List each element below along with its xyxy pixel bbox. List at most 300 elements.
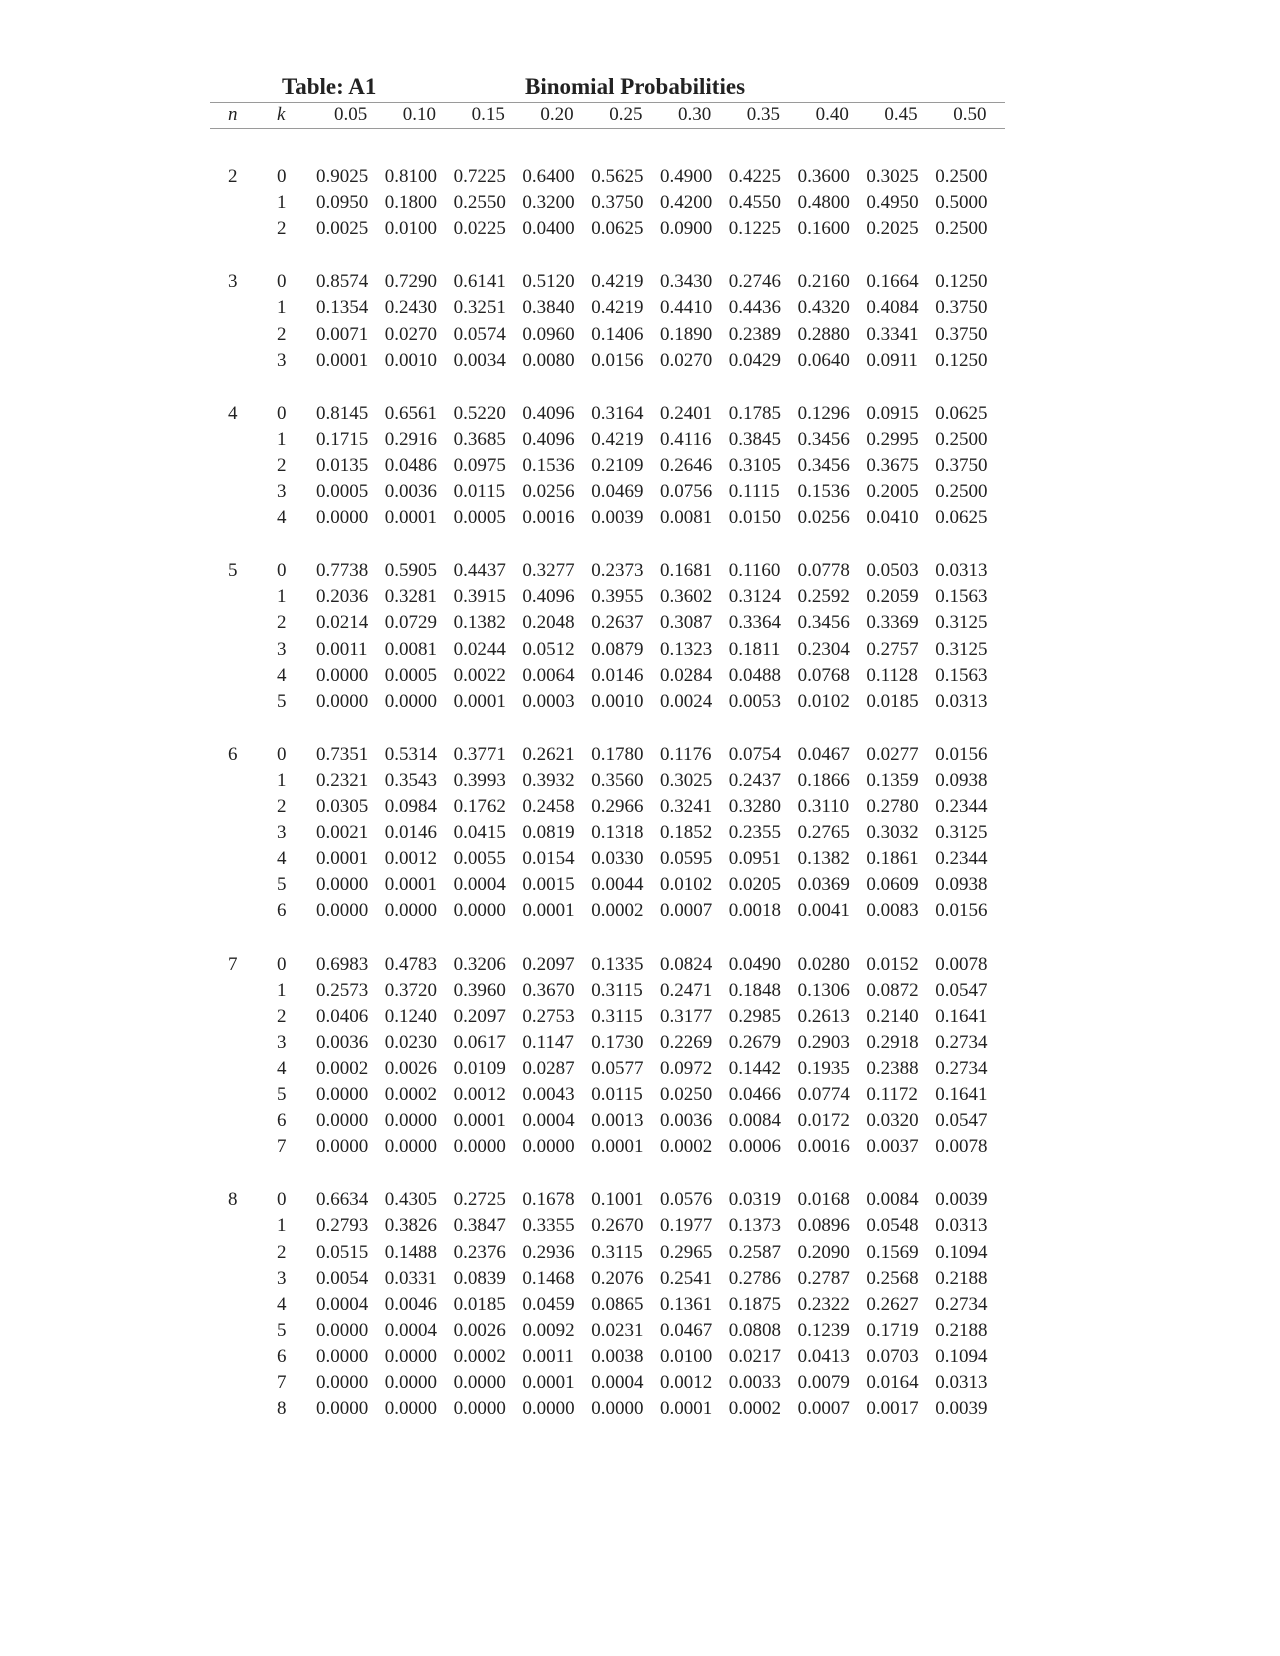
probability-cell: 0.1094 xyxy=(935,1345,988,1367)
probability-cell: 0.1848 xyxy=(728,979,782,1001)
probability-cell: 0.3025 xyxy=(866,166,919,187)
probability-cell: 0.2500 xyxy=(935,428,988,450)
probability-cell: 0.0025 xyxy=(316,218,369,240)
probability-cell: 0.4219 xyxy=(591,271,644,293)
row-k-value: 1 xyxy=(277,297,287,319)
probability-cell: 0.0004 xyxy=(591,1372,644,1393)
probability-cell: 0.0486 xyxy=(384,454,438,476)
probability-cell: 0.0007 xyxy=(660,900,713,922)
probability-cell: 0.2621 xyxy=(522,743,575,765)
probability-cell: 0.0000 xyxy=(591,1398,644,1420)
row-k-value: 0 xyxy=(277,743,287,765)
probability-cell: 0.1382 xyxy=(797,848,850,870)
probability-cell: 0.3105 xyxy=(728,454,782,476)
row-k-value: 5 xyxy=(277,1319,287,1341)
probability-cell: 0.0313 xyxy=(935,690,988,712)
probability-cell: 0.2344 xyxy=(935,848,988,870)
probability-cell: 0.2097 xyxy=(453,1005,506,1027)
probability-cell: 0.1664 xyxy=(866,271,919,293)
probability-cell: 0.0083 xyxy=(866,900,919,922)
probability-cell: 0.0839 xyxy=(453,1267,506,1289)
probability-cell: 0.0256 xyxy=(797,507,850,529)
probability-cell: 0.3993 xyxy=(453,769,506,791)
probability-cell: 0.6400 xyxy=(522,166,575,187)
probability-cell: 0.0000 xyxy=(316,874,369,896)
probability-cell: 0.0305 xyxy=(316,796,369,817)
probability-cell: 0.3110 xyxy=(797,796,850,817)
probability-cell: 0.0617 xyxy=(453,1031,506,1053)
probability-cell: 0.0172 xyxy=(797,1110,850,1132)
probability-cell: 0.0000 xyxy=(316,900,369,922)
probability-cell: 0.0044 xyxy=(591,874,644,896)
probability-cell: 0.3670 xyxy=(522,979,575,1001)
probability-cell: 0.0808 xyxy=(728,1319,782,1341)
probability-cell: 0.0000 xyxy=(384,1398,438,1420)
probability-cell: 0.2389 xyxy=(728,323,782,345)
probability-cell: 0.0547 xyxy=(935,1110,988,1132)
probability-cell: 0.0000 xyxy=(316,1136,369,1158)
probability-cell: 0.0703 xyxy=(866,1345,919,1367)
probability-cell: 0.4084 xyxy=(866,297,919,319)
row-k-value: 3 xyxy=(277,1031,287,1053)
probability-cell: 0.0000 xyxy=(384,1372,438,1393)
probability-cell: 0.0467 xyxy=(797,743,850,765)
probability-cell: 0.2965 xyxy=(660,1241,713,1263)
probability-cell: 0.0231 xyxy=(591,1319,644,1341)
probability-cell: 0.0092 xyxy=(522,1319,575,1341)
group-n-value: 5 xyxy=(228,560,238,582)
probability-cell: 0.0400 xyxy=(522,218,575,240)
probability-cell: 0.0960 xyxy=(522,323,575,345)
probability-cell: 0.0039 xyxy=(935,1398,988,1420)
probability-cell: 0.0320 xyxy=(866,1110,919,1132)
group-n-value: 8 xyxy=(228,1189,238,1211)
probability-cell: 0.2787 xyxy=(797,1267,850,1289)
probability-cell: 0.3456 xyxy=(797,428,850,450)
probability-cell: 0.0135 xyxy=(316,454,369,476)
row-k-value: 6 xyxy=(277,1345,287,1367)
row-k-value: 3 xyxy=(277,1267,287,1289)
probability-cell: 0.2376 xyxy=(453,1241,506,1263)
probability-cell: 0.7738 xyxy=(316,560,369,582)
probability-cell: 0.1225 xyxy=(728,218,782,240)
probability-cell: 0.0002 xyxy=(316,1057,369,1079)
probability-cell: 0.0000 xyxy=(316,1372,369,1393)
column-header-p: 0.15 xyxy=(471,104,505,125)
probability-cell: 0.0002 xyxy=(453,1345,506,1367)
probability-cell: 0.0000 xyxy=(316,1398,369,1420)
probability-cell: 0.2568 xyxy=(866,1267,919,1289)
probability-cell: 0.0574 xyxy=(453,323,506,345)
probability-cell: 0.2995 xyxy=(866,428,919,450)
probability-cell: 0.0084 xyxy=(728,1110,782,1132)
probability-cell: 0.3200 xyxy=(522,192,575,214)
probability-cell: 0.0005 xyxy=(316,481,369,502)
probability-cell: 0.3281 xyxy=(384,586,438,608)
probability-cell: 0.3750 xyxy=(935,297,988,319)
probability-cell: 0.0034 xyxy=(453,349,506,371)
probability-cell: 0.0004 xyxy=(453,874,506,896)
row-k-value: 3 xyxy=(277,349,287,371)
probability-cell: 0.7351 xyxy=(316,743,369,765)
row-k-value: 2 xyxy=(277,796,287,817)
group-n-value: 3 xyxy=(228,271,238,293)
row-k-value: 7 xyxy=(277,1136,287,1158)
probability-cell: 0.0071 xyxy=(316,323,369,345)
probability-cell: 0.0005 xyxy=(453,507,506,529)
probability-cell: 0.5905 xyxy=(384,560,438,582)
probability-cell: 0.1785 xyxy=(728,402,782,424)
probability-cell: 0.1335 xyxy=(591,953,644,975)
probability-cell: 0.1296 xyxy=(797,402,850,424)
probability-cell: 0.0156 xyxy=(591,349,644,371)
probability-cell: 0.3560 xyxy=(591,769,644,791)
row-k-value: 3 xyxy=(277,822,287,844)
probability-cell: 0.0256 xyxy=(522,481,575,502)
probability-cell: 0.0156 xyxy=(935,743,988,765)
probability-cell: 0.3177 xyxy=(660,1005,713,1027)
row-k-value: 3 xyxy=(277,638,287,660)
probability-cell: 0.2550 xyxy=(453,192,506,214)
probability-cell: 0.3087 xyxy=(660,612,713,634)
row-k-value: 0 xyxy=(277,1189,287,1211)
probability-cell: 0.0002 xyxy=(384,1084,438,1105)
probability-cell: 0.6634 xyxy=(316,1189,369,1211)
probability-cell: 0.1569 xyxy=(866,1241,919,1263)
probability-cell: 0.0039 xyxy=(935,1189,988,1211)
probability-cell: 0.1354 xyxy=(316,297,369,319)
probability-cell: 0.0036 xyxy=(316,1031,369,1053)
probability-cell: 0.2401 xyxy=(660,402,713,424)
column-header-n: n xyxy=(228,104,238,125)
row-k-value: 1 xyxy=(277,1215,287,1237)
probability-cell: 0.0037 xyxy=(866,1136,919,1158)
row-k-value: 2 xyxy=(277,454,287,476)
probability-cell: 0.3685 xyxy=(453,428,506,450)
probability-cell: 0.0001 xyxy=(384,507,438,529)
probability-cell: 0.0225 xyxy=(453,218,506,240)
probability-cell: 0.2734 xyxy=(935,1057,988,1079)
probability-cell: 0.3025 xyxy=(660,769,713,791)
probability-cell: 0.2500 xyxy=(935,218,988,240)
row-k-value: 7 xyxy=(277,1372,287,1393)
probability-cell: 0.1715 xyxy=(316,428,369,450)
probability-cell: 0.0000 xyxy=(384,1110,438,1132)
probability-cell: 0.0313 xyxy=(935,560,988,582)
probability-cell: 0.0164 xyxy=(866,1372,919,1393)
probability-cell: 0.1323 xyxy=(660,638,713,660)
probability-cell: 0.2637 xyxy=(591,612,644,634)
row-k-value: 5 xyxy=(277,690,287,712)
probability-cell: 0.2679 xyxy=(728,1031,782,1053)
probability-cell: 0.1373 xyxy=(728,1215,782,1237)
probability-cell: 0.1128 xyxy=(866,664,918,686)
probability-cell: 0.1250 xyxy=(935,271,988,293)
probability-cell: 0.0313 xyxy=(935,1372,988,1393)
row-k-value: 0 xyxy=(277,402,287,424)
probability-cell: 0.2109 xyxy=(591,454,644,476)
probability-cell: 0.1306 xyxy=(797,979,850,1001)
probability-cell: 0.0819 xyxy=(522,822,575,844)
probability-cell: 0.2627 xyxy=(866,1293,919,1315)
probability-cell: 0.0429 xyxy=(728,349,782,371)
probability-cell: 0.0016 xyxy=(797,1136,850,1158)
probability-cell: 0.3456 xyxy=(797,612,850,634)
probability-cell: 0.0185 xyxy=(866,690,919,712)
probability-cell: 0.4783 xyxy=(384,953,438,975)
probability-cell: 0.0046 xyxy=(384,1293,438,1315)
probability-cell: 0.1094 xyxy=(935,1241,988,1263)
probability-cell: 0.2458 xyxy=(522,796,575,817)
probability-cell: 0.3124 xyxy=(728,586,782,608)
probability-cell: 0.3280 xyxy=(728,796,782,817)
row-k-value: 1 xyxy=(277,428,287,450)
probability-cell: 0.1406 xyxy=(591,323,644,345)
probability-cell: 0.0102 xyxy=(660,874,713,896)
probability-cell: 0.1780 xyxy=(591,743,644,765)
probability-cell: 0.1359 xyxy=(866,769,919,791)
probability-cell: 0.1239 xyxy=(797,1319,850,1341)
probability-cell: 0.0168 xyxy=(797,1189,850,1211)
row-k-value: 6 xyxy=(277,900,287,922)
probability-cell: 0.7225 xyxy=(453,166,506,187)
probability-cell: 0.2500 xyxy=(935,481,988,502)
row-k-value: 5 xyxy=(277,1084,287,1105)
column-header-p: 0.50 xyxy=(953,104,987,125)
probability-cell: 0.0244 xyxy=(453,638,506,660)
probability-cell: 0.0084 xyxy=(866,1189,919,1211)
row-k-value: 4 xyxy=(277,848,287,870)
probability-cell: 0.0115 xyxy=(453,481,506,502)
probability-cell: 0.0003 xyxy=(522,690,575,712)
probability-cell: 0.0000 xyxy=(316,664,369,686)
probability-cell: 0.0879 xyxy=(591,638,644,660)
probability-cell: 0.1641 xyxy=(935,1084,988,1105)
row-k-value: 0 xyxy=(277,166,287,187)
probability-cell: 0.0041 xyxy=(797,900,850,922)
row-k-value: 4 xyxy=(277,664,287,686)
column-header-p: 0.45 xyxy=(884,104,918,125)
probability-cell: 0.0109 xyxy=(453,1057,506,1079)
probability-cell: 0.0230 xyxy=(384,1031,438,1053)
probability-cell: 0.3115 xyxy=(591,1005,643,1027)
probability-cell: 0.5314 xyxy=(384,743,438,765)
probability-cell: 0.0270 xyxy=(384,323,438,345)
probability-cell: 0.1361 xyxy=(660,1293,713,1315)
probability-cell: 0.0001 xyxy=(384,874,438,896)
probability-cell: 0.2005 xyxy=(866,481,919,502)
probability-cell: 0.0413 xyxy=(797,1345,850,1367)
probability-cell: 0.8100 xyxy=(384,166,438,187)
probability-cell: 0.3543 xyxy=(384,769,438,791)
probability-cell: 0.2471 xyxy=(660,979,713,1001)
probability-cell: 0.3369 xyxy=(866,612,919,634)
probability-cell: 0.0214 xyxy=(316,612,369,634)
probability-cell: 0.0595 xyxy=(660,848,713,870)
probability-cell: 0.0756 xyxy=(660,481,713,502)
probability-cell: 0.4436 xyxy=(728,297,782,319)
probability-cell: 0.0778 xyxy=(797,560,850,582)
probability-cell: 0.4410 xyxy=(660,297,713,319)
probability-cell: 0.0010 xyxy=(591,690,644,712)
probability-cell: 0.0915 xyxy=(866,402,919,424)
probability-cell: 0.0013 xyxy=(591,1110,644,1132)
table-title: Binomial Probabilities xyxy=(525,74,746,99)
row-k-value: 1 xyxy=(277,769,287,791)
probability-cell: 0.0625 xyxy=(591,218,644,240)
probability-cell: 0.3241 xyxy=(660,796,713,817)
probability-cell: 0.1176 xyxy=(660,743,712,765)
probability-cell: 0.2388 xyxy=(866,1057,919,1079)
probability-cell: 0.0022 xyxy=(453,664,506,686)
row-k-value: 3 xyxy=(277,481,287,502)
probability-cell: 0.0081 xyxy=(384,638,438,660)
probability-cell: 0.0415 xyxy=(453,822,506,844)
probability-cell: 0.0277 xyxy=(866,743,919,765)
probability-cell: 0.4950 xyxy=(866,192,919,214)
group-n-value: 7 xyxy=(228,953,238,975)
row-k-value: 4 xyxy=(277,1293,287,1315)
probability-cell: 0.0001 xyxy=(522,1372,575,1393)
probability-cell: 0.0012 xyxy=(453,1084,506,1105)
probability-cell: 0.0053 xyxy=(728,690,782,712)
probability-cell: 0.3430 xyxy=(660,271,713,293)
probability-cell: 0.2188 xyxy=(935,1267,988,1289)
column-header-p: 0.25 xyxy=(609,104,643,125)
probability-cell: 0.4320 xyxy=(797,297,850,319)
probability-cell: 0.0729 xyxy=(384,612,438,634)
probability-cell: 0.0467 xyxy=(660,1319,713,1341)
probability-cell: 0.4900 xyxy=(660,166,713,187)
probability-cell: 0.2670 xyxy=(591,1215,644,1237)
probability-cell: 0.2592 xyxy=(797,586,850,608)
probability-cell: 0.1115 xyxy=(728,481,780,502)
probability-cell: 0.0000 xyxy=(453,1398,506,1420)
probability-cell: 0.3115 xyxy=(591,979,643,1001)
row-k-value: 0 xyxy=(277,560,287,582)
probability-cell: 0.1536 xyxy=(522,454,575,476)
probability-cell: 0.0280 xyxy=(797,953,850,975)
probability-cell: 0.6983 xyxy=(316,953,369,975)
probability-cell: 0.2160 xyxy=(797,271,850,293)
probability-cell: 0.3840 xyxy=(522,297,575,319)
column-header-k: k xyxy=(277,104,286,125)
probability-cell: 0.2430 xyxy=(384,297,438,319)
probability-cell: 0.0012 xyxy=(660,1372,713,1393)
probability-cell: 0.2500 xyxy=(935,166,988,187)
probability-cell: 0.0015 xyxy=(522,874,575,896)
probability-cell: 0.1442 xyxy=(728,1057,782,1079)
probability-cell: 0.1468 xyxy=(522,1267,575,1289)
probability-cell: 0.4200 xyxy=(660,192,713,214)
probability-cell: 0.0080 xyxy=(522,349,575,371)
probability-cell: 0.0004 xyxy=(316,1293,369,1315)
probability-cell: 0.3720 xyxy=(384,979,438,1001)
probability-cell: 0.0102 xyxy=(797,690,850,712)
probability-cell: 0.0010 xyxy=(384,349,438,371)
probability-cell: 0.0865 xyxy=(591,1293,644,1315)
probability-cell: 0.1147 xyxy=(522,1031,574,1053)
probability-cell: 0.0078 xyxy=(935,953,988,975)
probability-cell: 0.3125 xyxy=(935,822,988,844)
probability-cell: 0.0768 xyxy=(797,664,850,686)
probability-cell: 0.2734 xyxy=(935,1293,988,1315)
group-n-value: 6 xyxy=(228,743,238,765)
probability-cell: 0.4800 xyxy=(797,192,850,214)
probability-cell: 0.0001 xyxy=(316,349,369,371)
group-n-value: 4 xyxy=(228,402,238,424)
row-k-value: 1 xyxy=(277,979,287,1001)
probability-cell: 0.1536 xyxy=(797,481,850,502)
probability-cell: 0.2373 xyxy=(591,560,644,582)
probability-cell: 0.0270 xyxy=(660,349,713,371)
probability-cell: 0.0872 xyxy=(866,979,919,1001)
probability-cell: 0.3932 xyxy=(522,769,575,791)
probability-cell: 0.3960 xyxy=(453,979,506,1001)
row-k-value: 2 xyxy=(277,612,287,634)
probability-cell: 0.0000 xyxy=(384,900,438,922)
probability-cell: 0.2725 xyxy=(453,1189,506,1211)
column-header-p: 0.30 xyxy=(678,104,712,125)
probability-cell: 0.1250 xyxy=(935,349,988,371)
probability-cell: 0.1762 xyxy=(453,796,506,817)
probability-cell: 0.5000 xyxy=(935,192,988,214)
probability-cell: 0.2757 xyxy=(866,638,919,660)
probability-cell: 0.0000 xyxy=(316,1319,369,1341)
probability-cell: 0.0078 xyxy=(935,1136,988,1158)
probability-cell: 0.0313 xyxy=(935,1215,988,1237)
probability-cell: 0.0026 xyxy=(384,1057,438,1079)
probability-cell: 0.8145 xyxy=(316,402,369,424)
probability-cell: 0.1172 xyxy=(866,1084,918,1105)
column-header-p: 0.40 xyxy=(815,104,849,125)
probability-cell: 0.3771 xyxy=(453,743,506,765)
probability-cell: 0.1318 xyxy=(591,822,644,844)
probability-cell: 0.0410 xyxy=(866,507,919,529)
probability-cell: 0.1875 xyxy=(728,1293,782,1315)
probability-cell: 0.0011 xyxy=(316,638,368,660)
probability-cell: 0.0146 xyxy=(591,664,644,686)
probability-cell: 0.0000 xyxy=(384,690,438,712)
probability-cell: 0.2613 xyxy=(797,1005,850,1027)
probability-cell: 0.3750 xyxy=(935,454,988,476)
probability-cell: 0.1719 xyxy=(866,1319,919,1341)
row-k-value: 0 xyxy=(277,271,287,293)
row-k-value: 2 xyxy=(277,1241,287,1263)
probability-cell: 0.8574 xyxy=(316,271,369,293)
probability-cell: 0.0001 xyxy=(453,1110,506,1132)
probability-cell: 0.3364 xyxy=(728,612,782,634)
column-header-p: 0.20 xyxy=(540,104,574,125)
column-header-p: 0.10 xyxy=(402,104,437,125)
probability-cell: 0.0002 xyxy=(728,1398,782,1420)
probability-cell: 0.0004 xyxy=(384,1319,438,1341)
probability-cell: 0.1730 xyxy=(591,1031,644,1053)
probability-cell: 0.2188 xyxy=(935,1319,988,1341)
probability-cell: 0.0100 xyxy=(660,1345,713,1367)
row-k-value: 8 xyxy=(277,1398,287,1420)
probability-cell: 0.3164 xyxy=(591,402,644,424)
probability-cell: 0.0824 xyxy=(660,953,713,975)
probability-cell: 0.0938 xyxy=(935,769,988,791)
probability-cell: 0.0011 xyxy=(522,1345,574,1367)
row-k-value: 4 xyxy=(277,507,287,529)
probability-cell: 0.0001 xyxy=(591,1136,644,1158)
probability-cell: 0.4550 xyxy=(728,192,782,214)
probability-cell: 0.0115 xyxy=(591,1084,643,1105)
probability-cell: 0.3032 xyxy=(866,822,919,844)
probability-cell: 0.1563 xyxy=(935,664,988,686)
